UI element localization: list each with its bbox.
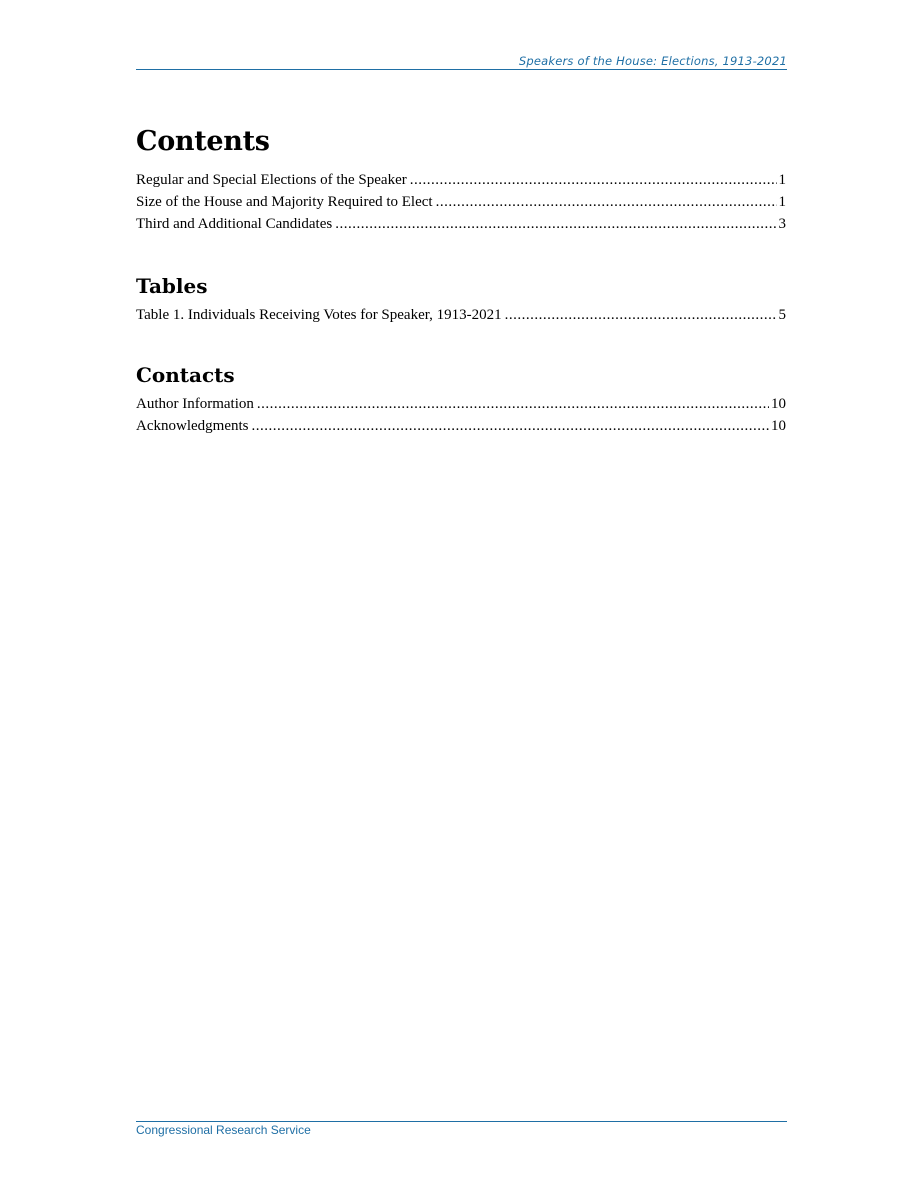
contents-heading: Contents xyxy=(136,126,270,157)
toc-entry[interactable] xyxy=(136,213,786,235)
toc-content xyxy=(136,122,786,437)
toc-entry[interactable] xyxy=(136,304,786,326)
toc-entry[interactable] xyxy=(136,415,786,437)
toc-leader-dots xyxy=(257,393,769,415)
toc-entry-page: 10 xyxy=(771,396,786,412)
toc-entry[interactable] xyxy=(136,169,786,191)
tables-heading: Tables xyxy=(136,274,208,298)
toc-leader-dots xyxy=(436,191,777,213)
toc-entry-page: 10 xyxy=(771,418,786,434)
tables-section xyxy=(136,271,786,326)
toc-entry-label: Regular and Special Elections of the Speaker xyxy=(136,172,407,188)
contacts-section xyxy=(136,360,786,437)
toc-entry[interactable] xyxy=(136,393,786,415)
contents-section xyxy=(136,122,786,235)
contacts-list xyxy=(136,393,786,437)
toc-entry-label: Size of the House and Majority Required to Elect xyxy=(136,194,433,210)
toc-leader-dots xyxy=(251,415,769,437)
contents-list xyxy=(136,169,786,235)
toc-entry-page: 1 xyxy=(778,172,786,188)
toc-entry[interactable] xyxy=(136,191,786,213)
running-header: Speakers of the House: Elections, 1913-2021 xyxy=(518,54,787,68)
toc-entry-label: Author Information xyxy=(136,396,254,412)
footer-publisher: Congressional Research Service xyxy=(136,1123,311,1137)
toc-entry-page: 1 xyxy=(778,194,786,210)
toc-entry-label: Acknowledgments xyxy=(136,418,249,434)
footer-rule xyxy=(136,1121,787,1122)
toc-entry-page: 5 xyxy=(778,307,786,323)
toc-entry-page: 3 xyxy=(778,216,786,232)
header-rule xyxy=(136,69,787,70)
toc-leader-dots xyxy=(410,169,777,191)
contacts-heading: Contacts xyxy=(136,363,235,387)
toc-entry-label: Table 1. Individuals Receiving Votes for Speaker, 1913-2021 xyxy=(136,307,502,323)
toc-leader-dots xyxy=(335,213,776,235)
toc-entry-label: Third and Additional Candidates xyxy=(136,216,333,232)
tables-list xyxy=(136,304,786,326)
toc-leader-dots xyxy=(505,304,777,326)
